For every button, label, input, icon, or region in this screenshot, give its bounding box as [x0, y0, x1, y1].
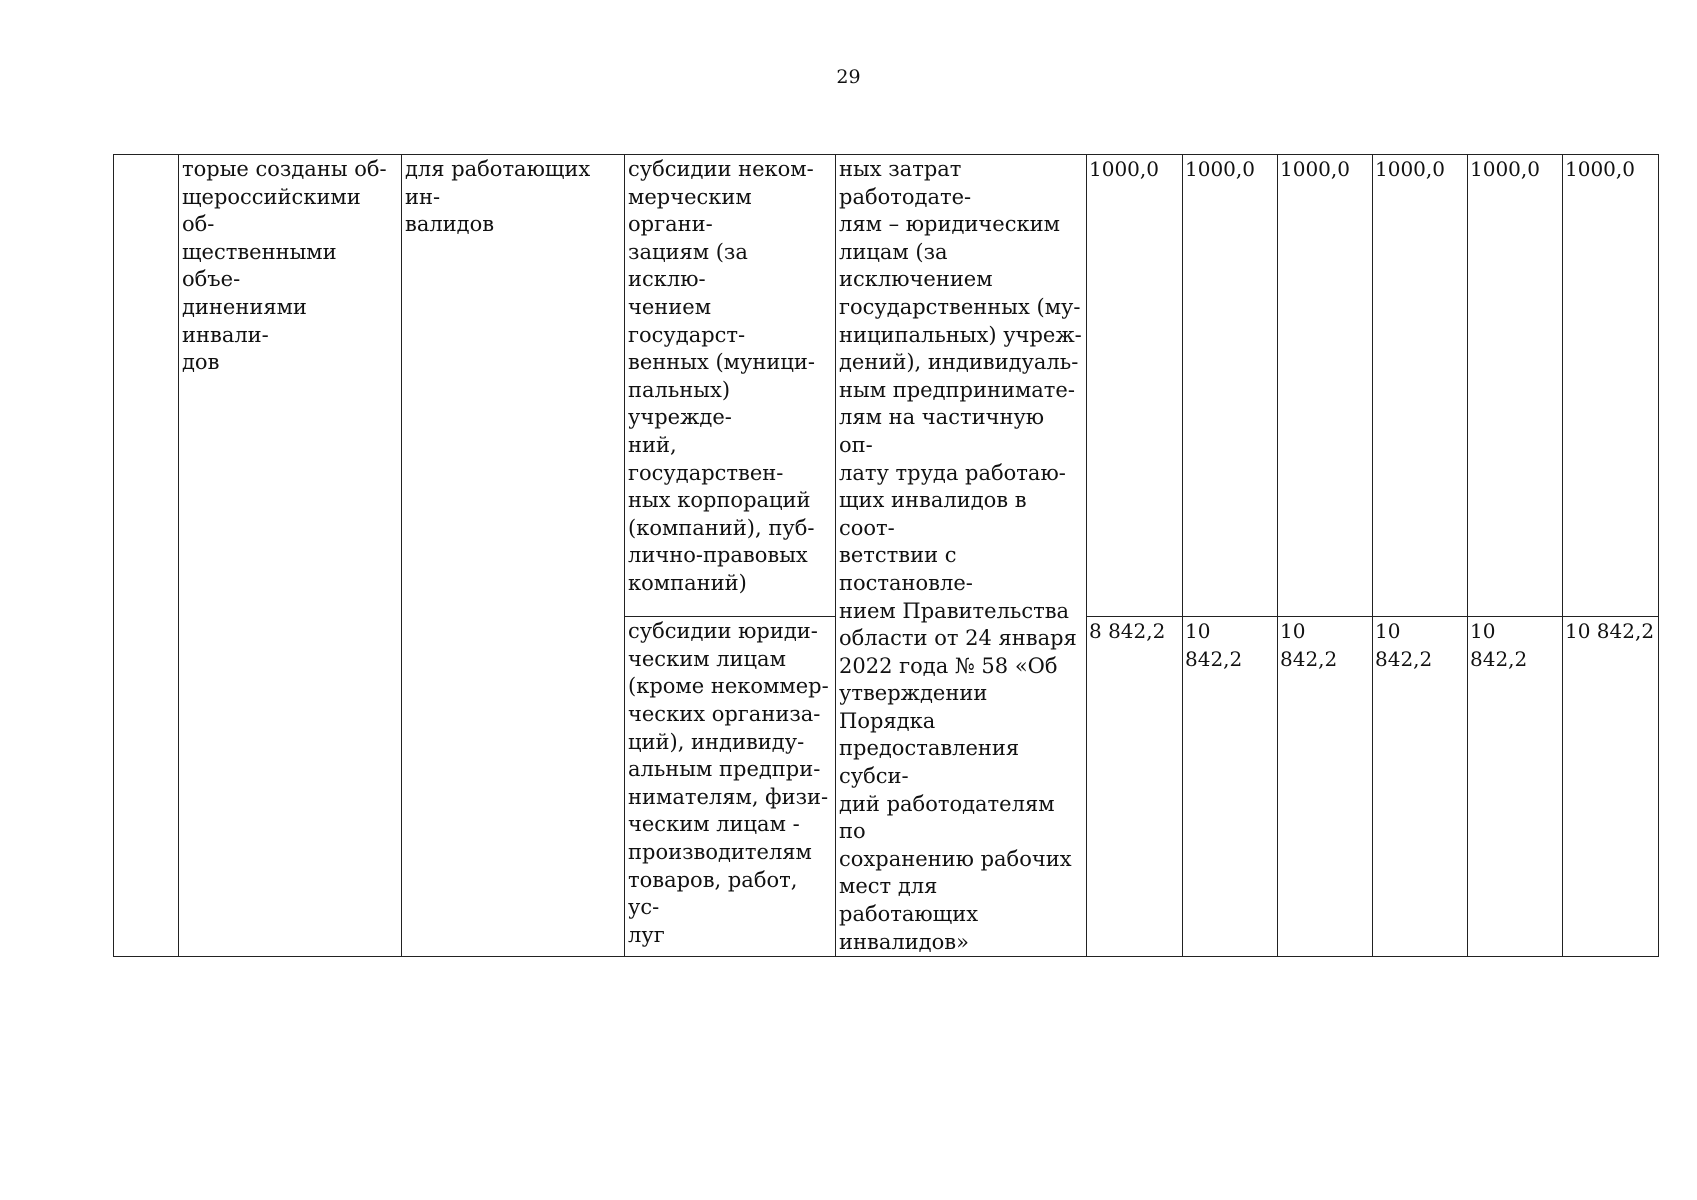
- value-cell: 8 842,2: [1087, 617, 1183, 957]
- basis-cell: ных затрат работодате- лям – юридическим лицам (за исключением государственных (му- ниципальных) учреж- дений), индивидуаль- ным предпринимате- лям на частичную оп- лату труда работаю- щих инвалидов в соот- ветствии с постановле- нием Правительства области от 24 января 2022 года № 58 «Об утверждении Порядка предоставления субси- дий работодателям по сохранению рабочих мест для работающих инвалидов»: [836, 155, 1087, 957]
- table-row: [114, 155, 1659, 617]
- recipient-cell: субсидии неком- мерческим органи- зациям (за исклю- чением государст- венных (муници- пальных) учрежде- ний, государствен- ных корпораций (компаний), пуб- лично-правовых компаний): [625, 155, 836, 617]
- value-cell: 1000,0: [1563, 155, 1659, 617]
- value-cell: 10 842,2: [1278, 617, 1373, 957]
- purpose-cell: торые созданы об- щероссийскими об- щественными объе- динениями инвали- дов: [179, 155, 402, 957]
- page-number: 29: [836, 66, 861, 88]
- value-cell: 1000,0: [1373, 155, 1468, 617]
- data-table: [113, 154, 1659, 957]
- value-cell: 1000,0: [1278, 155, 1373, 617]
- value-cell: 1000,0: [1468, 155, 1563, 617]
- value-cell: 10 842,2: [1183, 617, 1278, 957]
- measure-cell: для работающих ин- валидов: [402, 155, 625, 957]
- row-number-cell: [114, 155, 179, 957]
- value-cell: 10 842,2: [1373, 617, 1468, 957]
- value-cell: 1000,0: [1087, 155, 1183, 617]
- recipient-cell: субсидии юриди- ческим лицам (кроме некоммер- ческих организа- ций), индивиду- альным предпри- нимателям, физи- ческим лицам - производителям товаров, работ, ус- луг: [625, 617, 836, 957]
- value-cell: 1000,0: [1183, 155, 1278, 617]
- value-cell: 10 842,2: [1468, 617, 1563, 957]
- value-cell: 10 842,2: [1563, 617, 1659, 957]
